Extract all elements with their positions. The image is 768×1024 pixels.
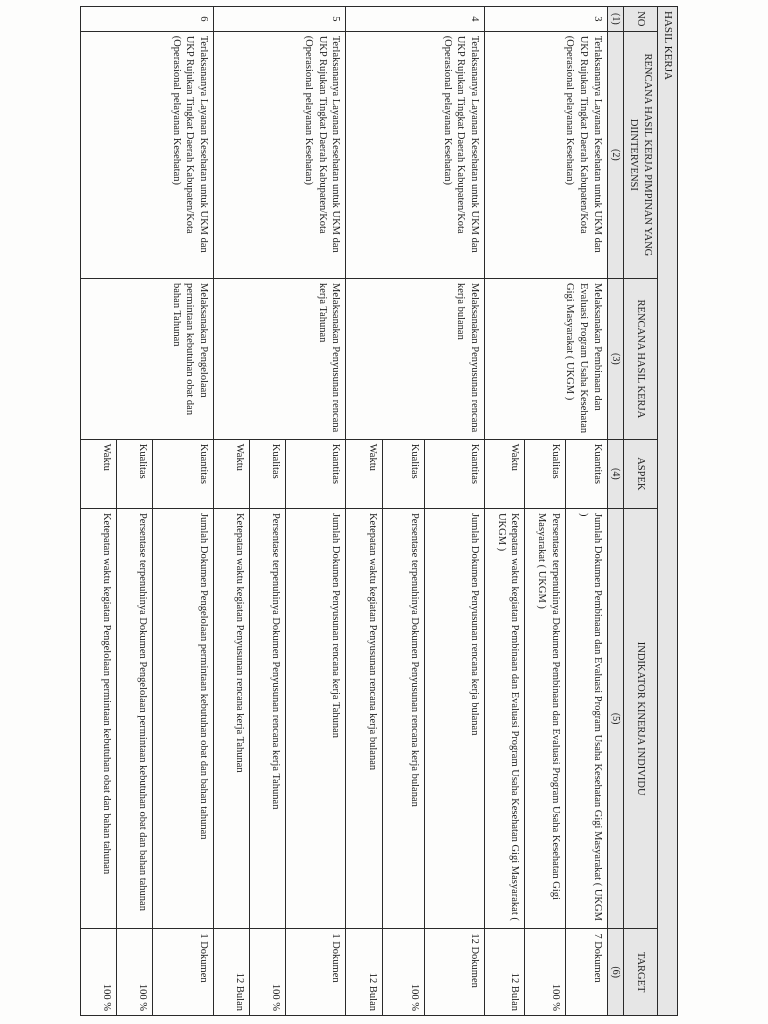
table-row [153,7,213,1016]
rencana-hasil-cell: Melaksanakan Penyusunan rencana kerja bulanan [346,279,485,440]
column-number: (4) [607,439,623,508]
rencana-pimpinan-cell: Terlaksananya Layanan Kesehatan untuk UKM dan UKP Rujukan Tingkat Daerah Kabupaten/Kota (Operasional pelayanan Kesehatan) [213,31,346,278]
aspek-cell: Waktu [485,439,525,508]
aspek-cell: Kualitas [382,439,424,508]
column-number: (3) [607,279,623,440]
table-row [286,7,346,1016]
header-aspek: ASPEK [623,439,657,508]
target-cell: 1 Dokumen [153,929,213,1016]
target-cell: 100 % [81,929,117,1016]
rencana-pimpinan-cell: Terlaksananya Layanan Kesehatan untuk UKM dan UKP Rujukan Tingkat Daerah Kabupaten/Kota (Operasional pelayanan Kesehatan) [485,31,608,278]
indikator-cell: Ketepatan waktu kegiatan Pengelolaan permintaan kebutuhan obat dan bahan tahunan [81,508,117,928]
column-number: (1) [607,7,623,32]
column-number: (6) [607,929,623,1016]
aspek-cell: Waktu [213,439,249,508]
indikator-cell: Ketepatan waktu kegiatan Penyusunan rencana kerja Tahunan [213,508,249,928]
aspek-cell: Kualitas [525,439,565,508]
rencana-pimpinan-cell: Terlaksananya Layanan Kesehatan untuk UKM dan UKP Rujukan Tingkat Daerah Kabupaten/Kota (Operasional pelayanan Kesehatan) [346,31,485,278]
header-target: TARGET [623,929,657,1016]
target-cell: 12 Bulan [213,929,249,1016]
target-cell: 7 Dokumen [565,929,607,1016]
aspek-cell: Waktu [346,439,382,508]
table-row [565,7,607,1016]
row-number: 6 [81,7,214,32]
target-cell: 12 Dokumen [424,929,484,1016]
target-cell: 12 Bulan [485,929,525,1016]
indikator-cell: Ketepatan waktu kegiatan Penyusunan rencana kerja bulanan [346,508,382,928]
header-rencana-hasil: RENCANA HASIL KERJA [623,279,657,440]
row-number: 5 [213,7,346,32]
table-row [424,7,484,1016]
indikator-cell: Ketepatan waktu kegiatan Pembinaan dan Evaluasi Program Usaha Kesehatan Gigi Masyarakat ( UKGM ) [485,508,525,928]
rencana-hasil-cell: Melaksanakan Pengelolaan permintaan kebutuhan obat dan bahan Tahunan [81,279,214,440]
target-cell: 12 Bulan [346,929,382,1016]
aspek-cell: Kualitas [249,439,285,508]
indikator-cell: Jumlah Dokumen Penyusunan rencana kerja bulanan [424,508,484,928]
rencana-hasil-cell: Melaksanakan Penyusunan rencana kerja Tahunan [213,279,346,440]
target-cell: 100 % [249,929,285,1016]
target-cell: 100 % [117,929,153,1016]
target-cell: 1 Dokumen [286,929,346,1016]
indikator-cell: Jumlah Dokumen Penyusunan rencana kerja Tahunan [286,508,346,928]
indikator-cell: Persentase terpenuhinya Dokumen Penyusunan rencana kerja bulanan [382,508,424,928]
header-indikator: INDIKATOR KINERJA INDIVIDU [623,508,657,928]
target-cell: 100 % [525,929,565,1016]
indikator-cell: Jumlah Dokumen Pembinaan dan Evaluasi Program Usaha Kesehatan Gigi Masyarakat ( UKGM ) [565,508,607,928]
hasil-kerja-table [80,6,678,1016]
row-number: 4 [346,7,485,32]
aspek-cell: Kualitas [117,439,153,508]
indikator-cell: Persentase terpenuhinya Dokumen Penyusunan rencana kerja Tahunan [249,508,285,928]
header-no: NO [623,7,657,32]
column-number: (2) [607,31,623,278]
indikator-cell: Jumlah Dokumen Pengelolaan permintaan kebutuhan obat dan bahan tahunan [153,508,213,928]
aspek-cell: Kuantitas [424,439,484,508]
aspek-cell: Kuantitas [286,439,346,508]
header-rencana-pimpinan: RENCANA HASIL KERJA PIMPINAN YANG DIINTERVENSI [623,31,657,278]
aspek-cell: Waktu [81,439,117,508]
column-number: (5) [607,508,623,928]
rencana-pimpinan-cell: Terlaksananya Layanan Kesehatan untuk UKM dan UKP Rujukan Tingkat Daerah Kabupaten/Kota (Operasional pelayanan Kesehatan) [81,31,214,278]
indikator-cell: Persentase terpenuhinya Dokumen Pengelolaan permintaan kebutuhan obat dan bahan tahunan [117,508,153,928]
section-title: HASIL KERJA [658,7,678,1016]
row-number: 3 [485,7,608,32]
aspek-cell: Kuantitas [153,439,213,508]
rencana-hasil-cell: Melaksanakan Pembinaan dan Evaluasi Program Usaha Kesehatan Gigi Masyarakat ( UKGM ) [485,279,608,440]
aspek-cell: Kuantitas [565,439,607,508]
indikator-cell: Persentase terpenuhinya Dokumen Pembinaan dan Evaluasi Program Usaha Kesehatan Gigi Masyarakat ( UKGM ) [525,508,565,928]
target-cell: 100 % [382,929,424,1016]
